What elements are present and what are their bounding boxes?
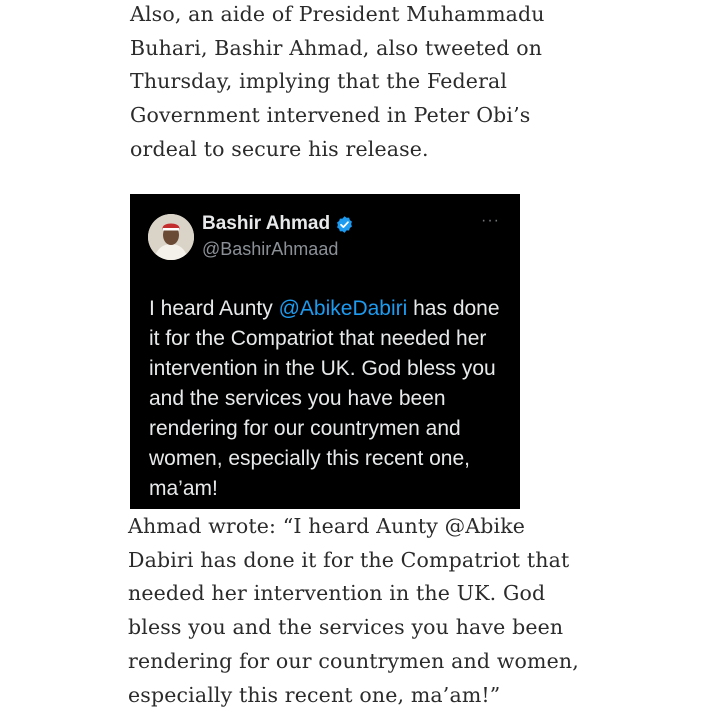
tweet-mention-link[interactable]: @AbikeDabiri xyxy=(278,297,408,320)
tweet-text-after: has done it for the Compatriot that needed her intervention in the UK. God bless you and the services you have been rendering for our countrymen and women, especially this recent one, ma’am! xyxy=(149,297,500,500)
paragraph-line: especially this recent one, ma’am!” xyxy=(128,682,501,707)
paragraph-line: Government intervened in Peter Obi’s xyxy=(130,103,531,128)
tweet-text-before: I heard Aunty xyxy=(149,297,279,320)
paragraph-line: rendering for our countrymen and women, xyxy=(128,648,579,673)
paragraph-line: Also, an aide of President Muhammadu xyxy=(130,2,545,26)
article-paragraph-intro xyxy=(130,0,570,167)
tweet-author-name[interactable]: Bashir Ahmad xyxy=(202,213,331,234)
paragraph-line: ordeal to secure his release. xyxy=(130,136,429,161)
embedded-tweet-screenshot[interactable] xyxy=(130,194,520,509)
paragraph-line: Dabiri has done it for the Compatriot that xyxy=(128,547,570,572)
avatar[interactable] xyxy=(148,214,194,260)
article-paragraph-quote xyxy=(128,510,588,712)
more-options-icon[interactable]: ··· xyxy=(481,212,500,229)
paragraph-line: Buhari, Bashir Ahmad, also tweeted on xyxy=(130,35,543,60)
tweet-author[interactable] xyxy=(202,213,354,235)
avatar-portrait-icon xyxy=(148,214,194,260)
tweet-author-handle[interactable]: @BashirAhmaad xyxy=(202,239,339,259)
tweet-text xyxy=(149,294,509,504)
paragraph-line: bless you and the services you have been xyxy=(128,615,564,640)
paragraph-line: needed her intervention in the UK. God xyxy=(128,581,546,606)
paragraph-line: Ahmad wrote: “I heard Aunty @Abike xyxy=(128,514,526,538)
verified-badge-icon xyxy=(335,215,354,234)
paragraph-line: Thursday, implying that the Federal xyxy=(130,69,508,94)
